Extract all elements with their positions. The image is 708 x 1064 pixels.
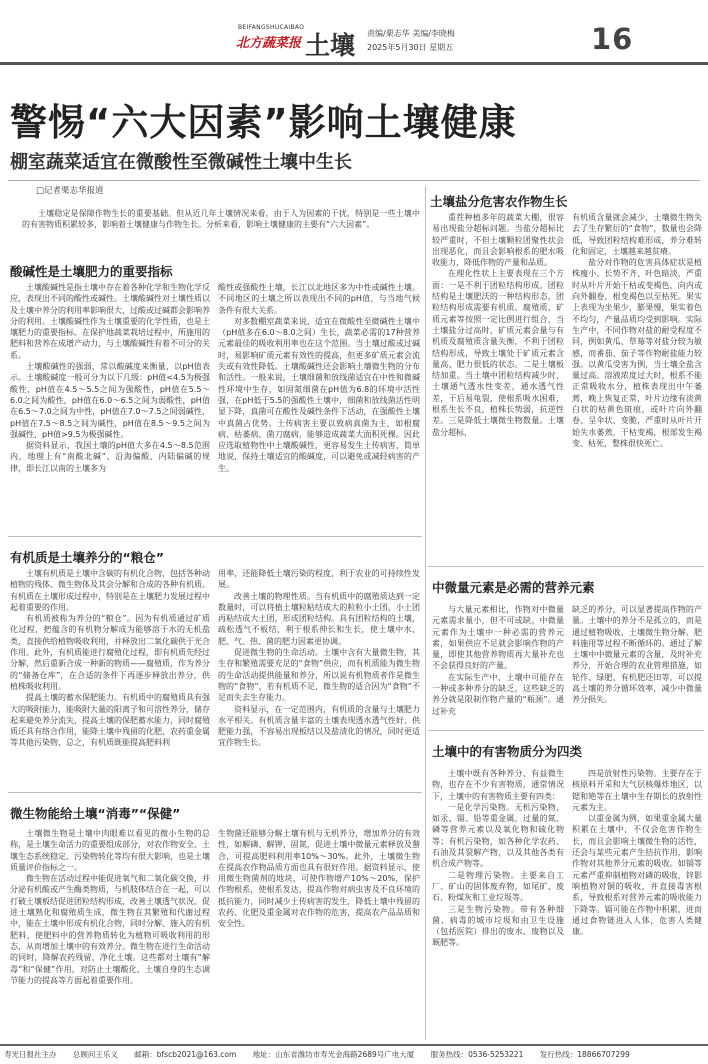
organic-col1: 土壤有机质是土壤中含碳的有机化合物，包括各种动植物的残体、微生物体及其会分解和合成的各种有机质。有机质在土壤形成过程中，特别是在土壤肥力发展过程中起着重要的作用。 有机质被称为养分的“粮仓”。因为有机质通过矿质化过程，把蕴含的有机物分解成为能够溶于水的无机盐类，直接供给植物吸收利用，并释放出二氧化碳供于光合作用。此外，有机质能进行腐殖化过程，即有机质先经过分解，然后重新合成一种新的物质——腐殖质，作为养分的“储备仓库”，在合适的条件下再逐步释放出养分，供植株吸收利用。 提高土壤的蓄水保肥能力。有机质中的腐殖质具有强大的吸附能力，能吸附大量的阳离子和可溶性养分，储存起来避免养分流失，提高土壤的保肥蓄水能力，同时腐殖质还具有络合作用，能降土壤中残留的化肥、农药重金属等其他污染物，总之，有机质既能提高肥料利: [10, 569, 210, 748]
footer-sponsor: 寿光日报社主办: [4, 1050, 57, 1059]
footer-address: 地址：山东省潍坊市寿光金海路2689号广电大厦: [252, 1050, 415, 1059]
section-title-trace-elements: 中微量元素是必需的营养元素: [432, 580, 595, 595]
footer-email: 邮箱：bfscb2021@163.com: [134, 1050, 237, 1059]
section-rule: [8, 792, 422, 793]
section-title-harmful: 土壤中的有害物质分为四类: [432, 744, 583, 759]
acidity-col1: 土壤酸碱性是指土壤中存在着各种化学和生物化学反应，表现出不同的酸性或碱性。土壤酸碱性对土壤性质以及土壤中养分的利用率影响很大，过酸或过碱都会影响养分的利用。土壤酸碱性作为土壤重要的化学性质，也是土壤肥力的重要指标。在保护地蔬菜栽培过程中，所施用的肥料和营养在成增产动力，与土壤酸碱性有着不可分的关系。 土壤酸碱性的强弱，常以酸碱度来衡量，以pH值表示。土壤酸碱度一般可分为以下几级：pH值<4.5为极强酸性，pH值在4.5～5.5之间为强酸性，pH值在5.5～6.0之间为酸性，pH值在6.0～6.5之间为弱酸性，pH值在6.5～7.0之间为中性，pH值在7.0～7.5之间弱碱性，pH值在7.5～8.5之间为碱性，pH值在8.5～9.5之间为强碱性，pH值>9.5为极强碱性。 据资料显示，我国土壤的pH值大多在4.5～8.5范围内，地理上有“南酸北碱”、沿海偏酸、内陆偏碱的规律，即长江以南的土壤多为: [10, 283, 210, 473]
footer: [4, 1049, 704, 1060]
microbes-col1: 土壤微生物是土壤中肉眼难以看见的微小生物的总称，是土壤生命活力的重要组成部分，对农作物安全、土壤生态系统稳定、污染物转化等均有很大影响，也是土壤质量评价指标之一。 微生物在活动过程中能促进氧气和二氧化碳交换，并分泌有机酸或产生酶类物质，与机肢体结合在一起，可以打破土壤板结促进团粒结构形成，改善土壤透气状况。促进土壤熟化和腐殖质生成，微生物在其繁殖和代谢过程中，能在土壤中形成有机化合物，同时分解、施入的有机肥料，使肥料中的营养物质转化为植物可吸收利用的形态，从而增加土壤中的有效养分。微生物在进行生命活动的同时，降解农药残留，净化土壤。这些都对土壤有“解毒”和“保健”作用，对防止土壤酸化、土壤自身的生态调节能力的提高等方面起着重要作用。: [10, 829, 210, 985]
section-rule: [428, 730, 704, 731]
headline-divider: [8, 180, 700, 181]
section-title-microbes: 微生物能给土壤“消毒”“保健”: [10, 806, 181, 821]
footer-chief-editor: 总顾问王乐义: [72, 1050, 118, 1059]
paper-logo: 北方蔬菜报: [236, 36, 302, 51]
section-rule: [428, 566, 704, 567]
harmful-col1: 土壤中既有各种养分、有益微生物，也存在不少有害物质，通常情况下，土壤中的有害物质主要有四类： 一是化学污染物。无机污染物，如汞、镉、铅等重金属，过量的氮、磷等营养元素以及氧化物和硫化物等；有机污染物，如各种化学农药、石油及其裂解产物，以及其他各类有机合成产物等。 二是物理污染物。主要来自工厂、矿山的固体废弃物，如尾矿、废石、粉煤灰和工业垃圾等。 三是生物污染物。带有各种细菌、病毒的城市垃圾和由卫生设施（包括医院）排出的废水、废物以及厩肥等。: [432, 769, 564, 948]
paper-english-name: BEIFANGSHUCAIBAO: [238, 24, 305, 31]
acidity-col2: 酸性或强酸性土壤，长江以北地区多为中性或碱性土壤。不同地区的土壤之所以表现出不同的pH值，与当地气候条件有很大关系。 对多数棚室蔬菜来说，适宜在微酸性至微碱性土壤中（pH值多在6.0～8.0之间）生长，蔬菜必需的17种营养元素最佳的吸收利用率也在这个范围。当土壤过酸或过碱时，易影响矿质元素有效性的提高，但更多矿质元素会流失或有效性降低。土壤酸碱性还会影响土壤微生物的分布和活性。一般来说，土壤细菌和放线菌适宜在中性和微碱性环境中生存，如固氮细菌在pH值为6.8的环境中活性强，在pH低于5.5的强酸性土壤中，细菌和放线菌活性明显下降，真菌可在酸性及碱性条件下活动，在强酸性土壤中真菌占优势。土传病害主要以致病真菌为主，如根腐病、枯萎病、菌刀腐病，能够造成蔬菜大面积死棵。因此应选取植物性中土壤酸碱性，更容易发生土传病害，简单地说，保持土壤适宜的酸碱度，可以避免或减轻病害的产生。: [218, 283, 420, 473]
organic-col2: 用率，还能降低土壤污染的程度，利于农业的可持续性发展。 改善土壤的物理性质。当有机质中的腐殖质达到一定数量时，可以将植土壤粒粘结成大的粒粒小土团，小土团再粘结成大土团，形成团粒结构。具有团粒结构的土壤，疏松透气不板结，利于根系伸长和生长，使土壤中水、肥、气、热、菌的肥力因素更协调。 促进微生物的生命活动。土壤中含有大量微生物，其生存和繁殖需要充足的“食物”供应，而有机质能为微生物的生命活动提供能量和养分，所以说有机物质者作是微生物的“食物”，若有机质不足，微生物的适合因为“食物”不足而失去生存能力。 资料显示，在一定范围内，有机质的含量与土壤肥力水平相关。有机质含量丰富的土壤表现透水透气性好、供肥能力强，不容易出现板结以及盐渍化的情况，同时更适宜作物生长。: [218, 569, 420, 748]
section-rule: [8, 536, 422, 537]
salt-col2: 有机质含量就会减少，土壤微生物失去了生存繁衍的“食物”，数量也会降低，导致团粒结构难形成，养分难转化和固定，土壤越来越贫瘠。 盐分对作物的危害具体症状是植株瘦小、长势不齐、叶色暗淡，严重时从叶片开始干枯或变褐色，向内或向外翻卷，根变褐色以至枯死。果实上表现为坐果少，膨果慢，果实着色不均匀，产量品质均受到影响。实际生产中，不同作物对盐的耐受程度不同，例如黄瓜、草莓等对盐分较为敏感，而番茄、茄子等作物耐盐能力较强。以黄瓜受害为例，当土壤全盐含量过高、溶液浓度过大时，根系不能正常吸收水分，植株表现出中午萎蔫，晚上恢复正常，叶片边缘有淡黄白状的枯黄色斑痕，或叶片向外翻卷、呈伞状、变脆，严重时从叶片开始失水萎蔫，干枯变褐，根部发生褐变、枯死，整株很快死亡。: [572, 213, 702, 448]
section-title-salt: 土壤盐分危害农作物生长: [430, 194, 568, 209]
column-separator: [425, 186, 426, 1040]
trace-col2: 缺乏的养分，可以显著提高作物的产量。土壤中的养分不是孤立的，而是通过植物吸收、土壤微生物分解、肥料施用等过程不断循环的。通过了解土壤中中微量元素的含量，及时补充养分，开始合理的农业管理措施，如轮作、绿肥、有机肥还田等，可以提高土壤的养分循环效率，减少中微量养分损失。: [572, 605, 702, 705]
issue-date: 2025年5月30日 星期五: [367, 43, 454, 52]
headline: 警惕“六大因素”影响土壤健康: [10, 101, 517, 144]
editors-credit: 责编/栗志华 美编/李晓梅: [367, 29, 455, 38]
footer-rule: [0, 1044, 708, 1046]
reporter-byline: □记者栗志华报道: [36, 186, 104, 196]
microbes-col2: 生物菌还能够分解土壤有机与无机养分，增加养分的有效性，如解磷、解钾、固氮，促进土壤中微量元素释放及螯合，可提高肥料利用率10%～30%。此外，土壤微生物在提高农作物品质方面也具有很好作用。据资料显示，使用微生物菌剂的地块，可使作物增产10%～20%，保护作物根系，使根系发达，提高作物对病虫害及不良环境的抵抗能力，同时减少土传病害的发生，降低土壤中残留的农药、化肥及重金属对农作物的危害，提高农产品品质和安全性。: [218, 829, 420, 929]
harmful-col2: 四是放射性污染物。主要存在于核原料开采和大气层核爆炸地区，以锶和铯等在土壤中生存期长的放射性元素为主。 以重金属为例，如果重金属大量积累在土壤中，不仅会危害作物生长，而且会影响土壤微生物的活性，还会与某些元素产生拮抗作用，影响作物对其他养分元素的吸收。如镉等元素严重抑制植物对磷的吸收，锌影响植物对铜的吸收，并直接毒害根系，导致根系对营养元素的吸收能力下降等。镉可能在作物中积累，进而通过食物链进入人体，危害人类健康。: [572, 769, 702, 937]
footer-distribution: 发行热线：18866707299: [539, 1050, 630, 1059]
section-title-organic: 有机质是土壤养分的“粮仓”: [10, 550, 164, 565]
salt-col1: 重茬种植多年的蔬菜大棚，很容易出现盐分超标问题。当盐分超标比较严重时，不但土壤颗粒团聚性状会出现恶化，而且会影响根系的肥水吸收能力，降低作物的产量和品质。 在理化性状上主要表现在三个方面：一是不利于团粒结构形成。团粒结构是土壤肥沃的一种结构形态，团粒结构形成需要有机质、腐殖质、矿质元素等按照一定比例进行组合，当土壤盐分过高时，矿质元素会量与有机质及腐殖质含量失衡，不利于团粒结构形成，导致土壤处于矿质元素含量高、肥力很低的状态。二是土壤板结加重。当土壤中团粒结构减少时，土壤通气透水性变差，通水透气性差，干后易龟裂，使根系吸水困难，根系生长不良，植株长势弱，抗逆性差。三是降低土壤微生物数量。土壤盐分超标，: [432, 213, 564, 437]
subheadline: 棚室蔬菜适宜在微酸性至微碱性土壤中生长: [10, 152, 352, 173]
section-title-acidity: 酸碱性是土壤肥力的重要指标: [10, 264, 173, 279]
page-number: 16: [591, 22, 634, 56]
masthead: [0, 0, 708, 66]
masthead-rule: [0, 62, 708, 65]
footer-hotline: 服务热线：0536-5253221: [430, 1050, 524, 1059]
lead-paragraph: 土壤稳定是保障作物生长的重要基础。但从近几年土壤情况来看，由于人为因素的干扰，特别是一些土壤中的有害物质积累较多，影响着土壤健康与作物生长。分析来看，影响土壤健康的主要有“六大因素”。: [22, 209, 420, 230]
section-name: 土壤: [305, 31, 356, 60]
trace-col1: 与大量元素相比，作物对中微量元素需求量小，但不可或缺。中微量元素作为土壤中一种必需的营养元素，如果供应不足就会影响作物的产量，即使其他营养物质再大量补充也不会获得良好的产量。 在实际生产中，土壤中可能存在一种或多种养分的缺乏，这些缺乏的养分就是限制作物产量的“瓶颈”。通过补充: [432, 605, 564, 716]
